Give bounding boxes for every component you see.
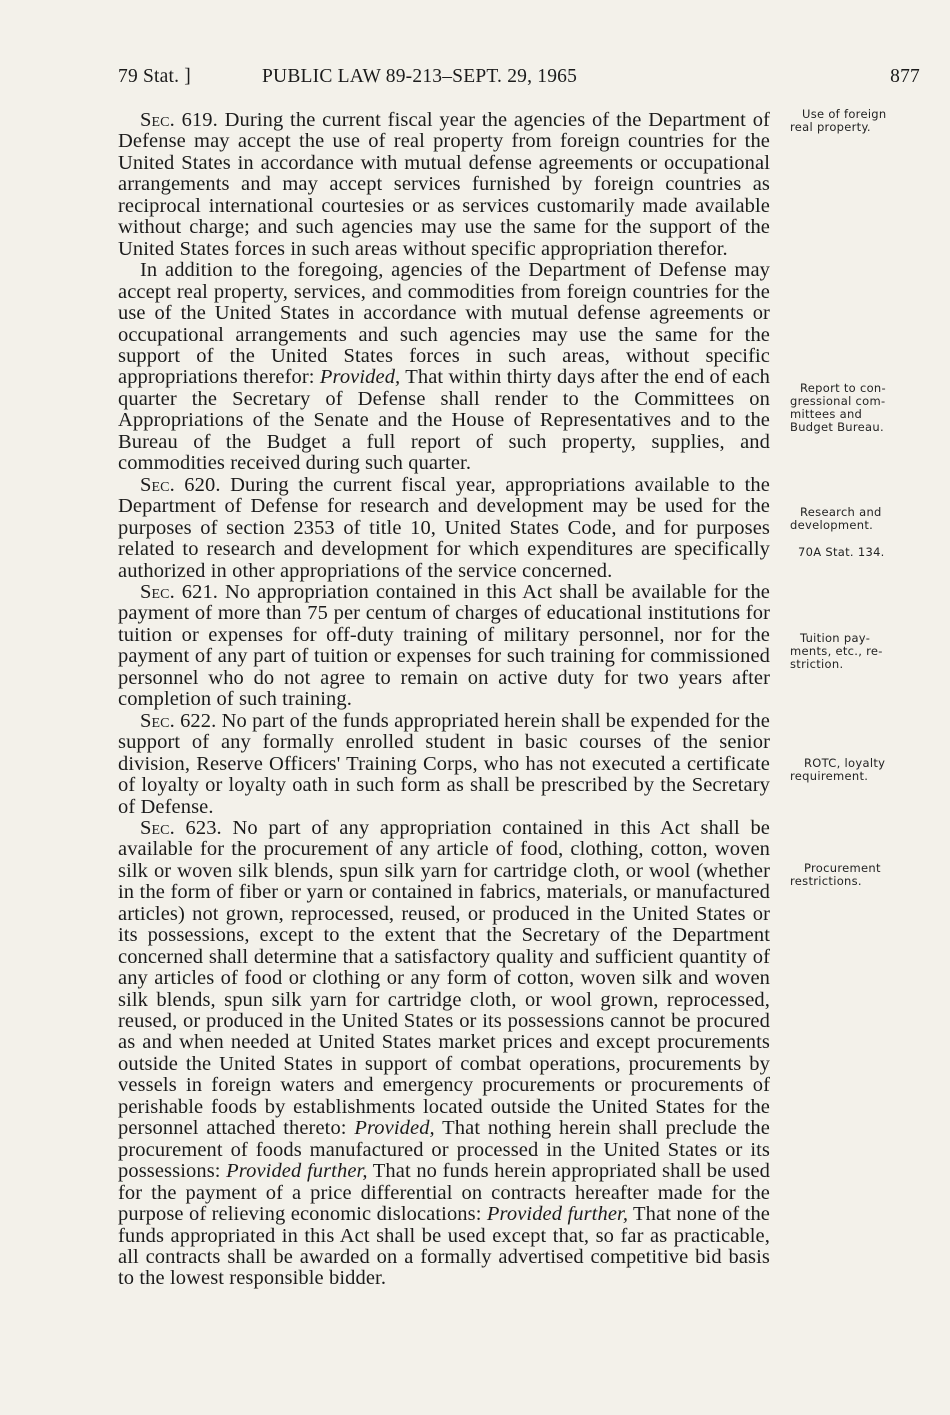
margin-note-procurement: Procurement restrictions.: [790, 861, 881, 888]
proviso: Provided further,: [226, 1160, 368, 1183]
running-head: [118, 66, 920, 90]
section-number: Sec. 620.: [140, 473, 221, 496]
section-622: Sec. 622. No part of the funds appropriated herein shall be expended for the support of any formally enrolled student in basic courses of the senior division, Reserve Officers' Training Corps, who has not executed a certificate of loyalty or loyalty oath in such form as shall be prescribed by the Secretary of Defense.: [118, 709, 770, 818]
margin-note-research: Research and development.: [790, 505, 882, 532]
section-number: Sec. 622.: [140, 709, 217, 732]
section-619-paragraph-2: In addition to the foregoing, agencies of the Department of Defense may accept real property, services, and commodities from foreign countries for the use of the United States in accordance with mutual defense agreements or occupational arrangements and such agencies may use the same for the support of the United States forces in such areas, without specific appropriations therefor: Provided, That within thirty days after the end of each quarter the Secretary of Defense shall render to the Committees on Appropriations of the Senate and the House of Representatives and to the Bureau of the Budget a full report of such property, supplies, and commodities received during such quarter.: [118, 259, 771, 475]
section-623: Sec. 623. No part of any appropriation contained in this Act shall be available for the procurement of any article of food, clothing, cotton, woven silk or woven silk blends, spun silk yarn for cartridge cloth, or wool (whether in the form of fiber or yarn or contained in fabrics, materials, or manufactured articles) not grown, reprocessed, reused, or produced in the United States or its possessions, except to the extent that the Secretary of the Department concerned shall determine that a satisfactory quality and sufficient quantity of any articles of food or clothing or any form of cotton, woven silk and woven silk blends, spun silk yarn for cartridge cloth, or wool grown, reprocessed, reused, or produced in the United States or its possessions cannot be procured as and when needed at United States market prices and except procurements outside the United States in support of combat operations, procurements by vessels in foreign waters and emergency procurements or procurements of perishable foods by establishments located outside the United States for the personnel attached thereto: Provided, That nothing herein shall preclude the procurement of foods manufactured or processed in the United States or its possessions: Provided further, That no funds herein appropriated shall be used for the payment of a price differential on contracts hereafter made for the purpose of relieving economic dislocations: Provided further, That none of the funds appropriated in this Act shall be used except that, so far as practicable, all contracts shall be awarded on a formally advertised competitive bid basis to the lowest responsible bidder.: [118, 816, 770, 1290]
margin-note-report: Report to con- gressional com- mittees and Budget Bureau.: [790, 381, 886, 434]
page-number: 877: [890, 66, 920, 87]
section-number: Sec. 619.: [140, 109, 218, 131]
proviso: Provided,: [319, 366, 401, 389]
margin-note-rotc: ROTC, loyalty requirement.: [790, 756, 886, 783]
statute-reference: 79 Stat. ]: [118, 66, 191, 87]
section-number: Sec. 621.: [140, 580, 219, 603]
law-title: PUBLIC LAW 89-213–SEPT. 29, 1965: [262, 66, 578, 87]
margin-note-real-property: Use of foreign real property.: [790, 107, 887, 134]
margin-note-tuition: Tuition pay- ments, etc., re- striction.: [790, 631, 883, 671]
proviso: Provided,: [354, 1117, 435, 1140]
section-620: Sec. 620. During the current fiscal year, appropriations available to the Department of Defense for research and development may be used for the purposes of section 2353 of title 10, United States Code, and for purposes related to research and development for which expenditures are specifically authorized in other appropriations of the service concerned.: [118, 473, 770, 582]
section-619: Sec. 619. During the current fiscal year the agencies of the Department of Defense may accept the use of real property from foreign countries for the United States in accordance with mutual defense agreements or occupational arrangements and may accept services furnished by foreign countries as reciprocal international courtesies or as services customarily made available without charge; and such agencies may use the same for the support of the United States forces in such areas without specific appropriation therefor.: [118, 109, 770, 260]
section-621: Sec. 621. No appropriation contained in this Act shall be available for the payment of more than 75 per centum of charges of educational institutions for tuition or expenses for off-duty training of military personnel, nor for the payment of any part of tuition or expenses for such training for commissioned personnel who do not agree to remain on active duty for two years after completion of such training.: [118, 580, 770, 711]
body-text: [118, 110, 770, 1290]
section-number: Sec. 623.: [140, 816, 222, 839]
margin-note-citation: 70A Stat. 134.: [798, 545, 885, 559]
proviso: Provided further,: [486, 1203, 629, 1226]
